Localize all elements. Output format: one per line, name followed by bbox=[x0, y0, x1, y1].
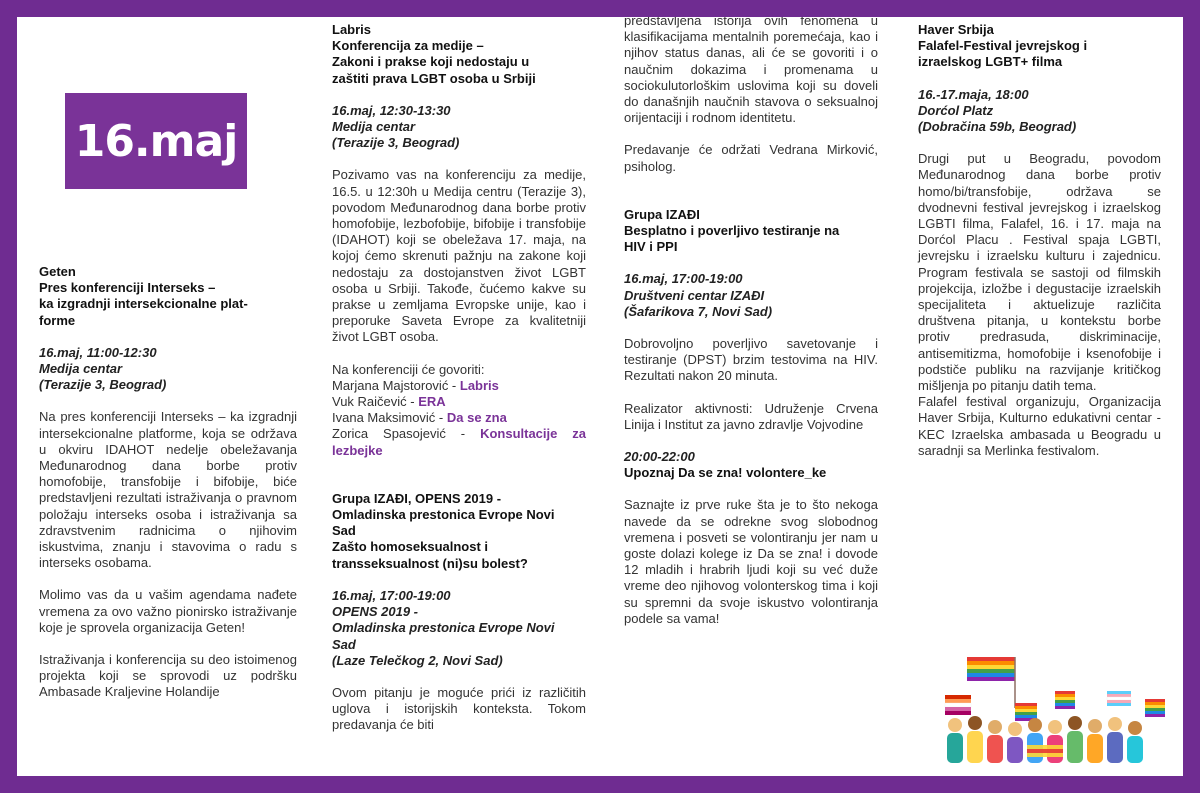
event-description: Ovom pitanju je moguće prići iz različitih uglova i istorijskih konteksta. Tokom predavanja će biti bbox=[332, 684, 586, 733]
event-title: Besplatno i poverljivo testiranje na HIV i PPI bbox=[624, 223, 840, 255]
event-description: Saznajte iz prve ruke šta je to što nekoga navede da se odrekne svog slobodnog vremena i posveti se volontiranju jer nam u goste dolazi kolege iz Da se zna! i dovode 12 mladih i hrabrih ljudi koji su već duže vreme deo njihovog volonterskog tima i koji su spremni da svoje iskustvo volontiranja podele sa vama! bbox=[624, 497, 878, 626]
trans-flag-icon bbox=[1107, 691, 1131, 706]
pride-crowd-illustration bbox=[915, 653, 1173, 771]
event-org: Grupa IZAĐI, OPENS 2019 - Omladinska prestonica Evrope Novi Sad bbox=[332, 490, 555, 539]
event-description: Dobrovoljno poverljivo savetovanje i testiranje (DPST) brzim testovima na HIV. Rezultati nakon 20 minuta. bbox=[624, 336, 878, 384]
event-title: Konferencija za medije – Zakoni i prakse koji nedostaju u zaštiti prava LGBT osoba u Srbiji bbox=[332, 38, 536, 86]
event-title: Upoznaj Da se zna! volontere_ke bbox=[624, 465, 827, 481]
event-when: 16.maj, 17:00-19:00 OPENS 2019 - Omladinska prestonica Evrope Novi Sad (Laze Telečkog 2, Novi Sad) bbox=[332, 587, 555, 668]
speaker-org: Da se zna bbox=[446, 410, 507, 426]
event-org: Labris bbox=[332, 22, 372, 37]
event-lecturer: Predavanje će održati Vedrana Mirković, psiholog. bbox=[624, 142, 878, 174]
event-organizer: Realizator aktivnosti: Udruženje Crvena Linija i Institut za javno zdravlje Vojvodine bbox=[624, 400, 878, 432]
speakers-intro: Na konferenciji će govoriti: bbox=[332, 361, 485, 377]
event-description: Pozivamo vas na konferenciju za medije, 16.5. u 12:30h u Medija centru (Terazije 3), povodom Međunarodnog dana borbe protiv homofobije, lezbofobije, bifobije i transfobije (IDAHOT) koji se obeležava 17. maja, na kojoj ćemo skrenuti pažnju na zakone koji nedostaju za dostojanstven život LGBT osoba u Srbiji. Takođe, čućemo kakve su prakse u zemljama Evropske unije, kao i preporuke Saveta Evrope za kvalitetniji život LGBT osoba. bbox=[332, 167, 586, 345]
speaker-item bbox=[332, 426, 586, 458]
event-org: Geten bbox=[39, 264, 76, 279]
small-rainbow-flag-icon bbox=[1015, 691, 1165, 721]
event-note: Molimo vas da u vašim agendama nađete vremena za ovo važno pionirsko istraživanje koje je sprovela organizacija Geten! bbox=[39, 587, 297, 635]
date-badge: 16.maj bbox=[65, 93, 247, 189]
event-when: 16.maj, 17:00-19:00 Društveni centar IZAĐI (Šafarikova 7, Novi Sad) bbox=[624, 271, 773, 319]
event-time: 20:00-22:00 bbox=[624, 449, 695, 465]
lesbian-flag-icon bbox=[945, 695, 971, 715]
column-2 bbox=[332, 22, 586, 734]
speaker-name: Zorica Spasojević - bbox=[332, 426, 481, 442]
event-when: 16.-17.maja, 18:00 Dorćol Platz (Dobračina 59b, Beograd) bbox=[918, 86, 1077, 135]
column-3 bbox=[624, 17, 878, 627]
speaker-name: Marjana Majstorović - bbox=[332, 377, 460, 393]
crowd-icon bbox=[947, 716, 1143, 763]
program-page bbox=[17, 17, 1183, 776]
event-when: 16.maj, 11:00-12:30 Medija centar (Terazije 3, Beograd) bbox=[39, 344, 167, 393]
event-support: Istraživanja i konferencija su deo istoimenog projekta koji se sprovodi uz podršku Ambasade Kraljevine Holandije bbox=[39, 652, 297, 700]
event-organizers: Falafel festival organizuju, Organizacija Haver Srbija, Kulturno edukativni centar - KEC Izraelska ambasada u Beogradu u saradnji sa Merlinka festivalom. bbox=[918, 394, 1161, 458]
event-description-continued: predstavljena istorija ovih fenomena u klasifikacijama mentalnih poremećaja, kao i njihov status danas, ali će se govoriti i o naučnim dokazima i promenama u sociokulutorloškim uslovima koji su doveli do današnjih naučnih stavova o seksualnoj orijentaciji i rodnom identitetu. bbox=[624, 17, 878, 126]
event-title: Falafel-Festival jevrejskog i izraelskog LGBT+ filma bbox=[918, 38, 1088, 70]
speaker-item bbox=[332, 394, 586, 410]
event-org: Haver Srbija bbox=[918, 22, 994, 37]
speaker-org: Labris bbox=[459, 377, 499, 393]
speaker-item bbox=[332, 410, 586, 426]
speaker-item bbox=[332, 378, 586, 394]
speaker-name: Ivana Maksimović - bbox=[332, 410, 447, 426]
event-when: 16.maj, 12:30-13:30 Medija centar (Terazije 3, Beograd) bbox=[332, 102, 460, 151]
event-org: Grupa IZAĐI bbox=[624, 206, 700, 222]
event-title: Pres konferenciji Interseks – ka izgradnji intersekcionalne plat- forme bbox=[39, 280, 248, 328]
speaker-org: ERA bbox=[418, 394, 446, 410]
speaker-name: Vuk Raičević - bbox=[332, 394, 419, 410]
speaker-org: Konsultacije za lezbejke bbox=[332, 426, 587, 458]
event-title: Zašto homoseksualnost i transseksualnost (ni)su bolest? bbox=[332, 539, 528, 571]
event-description: Drugi put u Beogradu, povodom Međunarodnog dana borbe protiv homo/bi/transfobije, održava se dvodnevni festival jevrejskog i izraelskog LGBTI filma, Falafel, 16. i 17. maja na Dorćol Placu . Festival spaja LGBTI, jevrejsku i izraelsku kulturu i zajednicu. Program festivala se sastoji od filmskih projekcija, izložbe i degustacije izraelskih specijaliteta i aktuelizuje različita društvena pitanja, u kontekstu borbe protiv predrasuda, diskriminacije, antisemitizma, homofobije i ksenofobije i podstiče publiku na razvijanje kritičkog mišljenja po pitanju datih tema. bbox=[918, 151, 1161, 394]
column-4 bbox=[918, 22, 1161, 459]
rainbow-flag-icon bbox=[967, 657, 1015, 708]
column-1 bbox=[39, 264, 297, 701]
event-description: Na pres konferenciji Interseks – ka izgradnji intersekcionalne platforme, koja se održava u okviru IDAHOT nedelje obeležavanja Međunarodnog dana borbe protiv homofobije, transfobije i bifobije, biće predstavljeni rezultati istraživanja o pravnom položaju interseks osoba i istraživanja sa zdravstvenim radnicima o njihovim iskustvima, znanju i stavovima o radu s interseks osobama. bbox=[39, 409, 297, 571]
